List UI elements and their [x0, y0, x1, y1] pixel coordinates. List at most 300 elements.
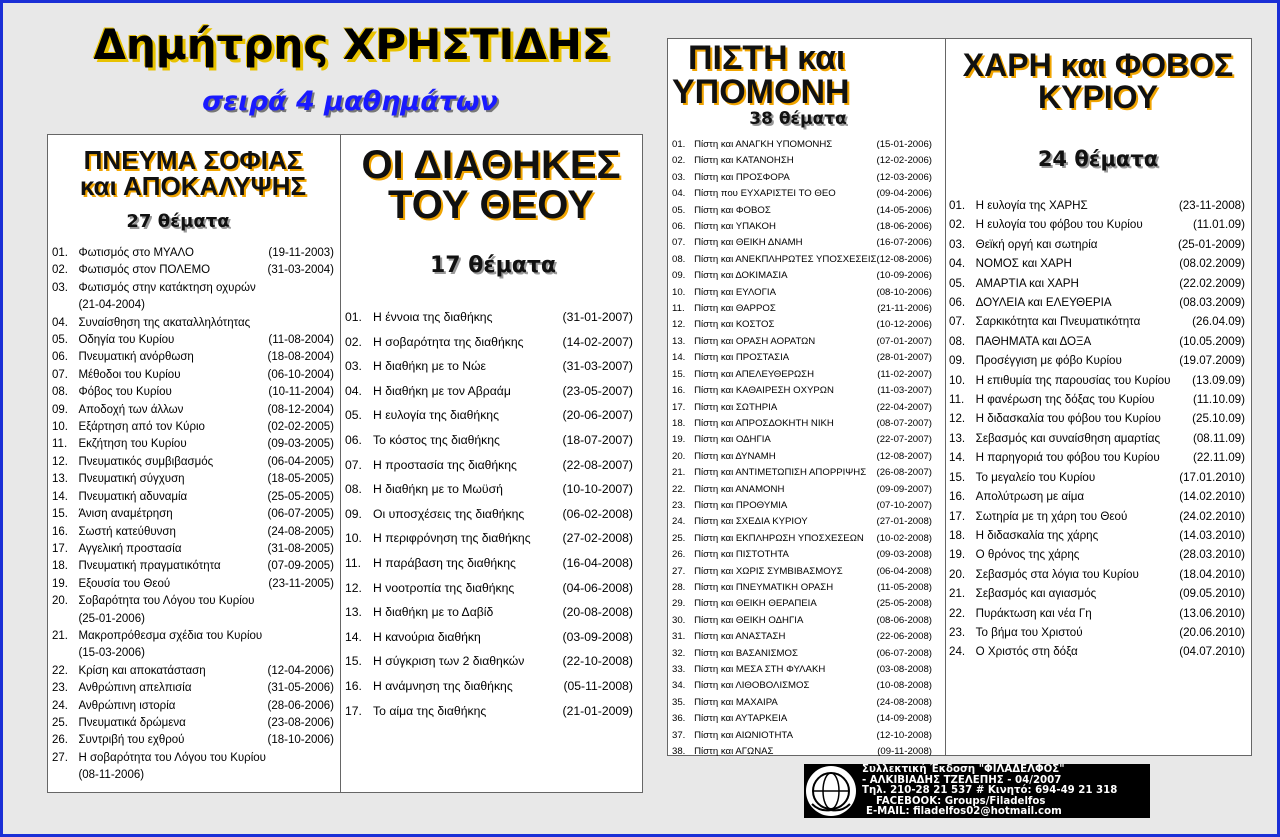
item-title: Πίστη και ΘΕΙΚΗ ΘΕΡΑΠΕΙΑ	[694, 598, 817, 610]
item-date: (16-07-2006)	[876, 237, 932, 249]
item-date: (23-11-2005)	[268, 577, 334, 590]
item-date: (06-04-2005)	[267, 455, 334, 468]
item-date: (10-02-2008)	[876, 532, 932, 544]
item-date: (09-11-2008)	[877, 746, 932, 758]
item-date: (24-08-2005)	[267, 525, 334, 538]
item-date: (18.04.2010)	[1179, 567, 1245, 581]
item-title: Ο Χριστός στη δόξα	[975, 645, 1078, 659]
item-title: Πίστη και ΒΑΣΑΝΙΣΜΟΣ	[694, 647, 798, 659]
item-number: 31.	[672, 631, 686, 643]
list-item	[52, 663, 334, 680]
item-date: (22.11.09)	[1193, 451, 1245, 465]
item-date: (24-08-2008)	[876, 696, 932, 708]
item-title: Πίστη και ΘΕΙΚΗ ΔΝΑΜΗ	[694, 237, 803, 249]
item-title: Η σοβαρότητα της διαθήκης	[373, 334, 524, 349]
list-item	[345, 600, 633, 625]
list-item	[52, 576, 334, 593]
item-date: (03-09-2008)	[562, 629, 633, 644]
item-title: ΑΜΑΡΤΙΑ και ΧΑΡΗ	[975, 276, 1079, 290]
item-number: 11.	[345, 555, 362, 570]
item-number: 21.	[949, 587, 966, 601]
item-date: (22-04-2007)	[876, 401, 932, 413]
item-number: 26.	[52, 734, 68, 747]
list-item	[949, 274, 1245, 293]
item-title: Η διδασκαλία του φόβου του Κυρίου	[975, 412, 1161, 426]
item-title: Σωστή κατεύθυνση	[78, 525, 176, 538]
list-item	[52, 698, 334, 715]
item-title: Πίστη και ΑΥΤΑΡΚΕΙΑ	[694, 713, 788, 725]
footer-line3: Τηλ. 210-28 21 537 # Κινητό: 694-49 21 318	[862, 785, 1118, 797]
item-number: 03.	[949, 237, 966, 251]
list-item	[672, 252, 932, 268]
item-number: 07.	[672, 237, 686, 249]
list-item	[672, 432, 932, 448]
item-date: (10-09-2006)	[876, 270, 932, 282]
item-date: (08-10-2006)	[876, 286, 932, 298]
list-item	[52, 402, 334, 419]
item-date: (31-01-2007)	[562, 310, 633, 324]
series1-list	[52, 245, 334, 785]
item-date: (22-07-2007)	[876, 434, 932, 446]
list-item	[949, 526, 1245, 545]
item-number: 01.	[672, 139, 686, 150]
item-number: 24.	[949, 645, 966, 659]
item-number: 08.	[672, 253, 686, 265]
list-item	[52, 419, 334, 436]
item-number: 16.	[949, 490, 966, 504]
item-title: Πίστη και ΕΚΠΛΗΡΩΣΗ ΥΠΟΣΧΕΣΕΩΝ	[694, 532, 864, 544]
list-item	[345, 305, 633, 330]
item-number: 12.	[672, 319, 686, 331]
list-item	[672, 678, 932, 694]
globe-hands-icon	[806, 766, 856, 816]
item-title: Φωτισμός στον ΠΟΛΕΜΟ	[78, 264, 211, 277]
item-date: (18-07-2007)	[562, 432, 633, 447]
item-date: (28-06-2006)	[267, 699, 334, 712]
list-item	[949, 215, 1245, 234]
item-title: Πίστη και ΠΝΕΥΜΑΤΙΚΗ ΟΡΑΣΗ	[694, 581, 834, 593]
item-number: 05.	[52, 334, 68, 347]
item-date: (14.03.2010)	[1179, 528, 1245, 542]
item-date: (19-11-2003)	[268, 247, 334, 259]
item-title: Πίστη και ΑΝΤΙΜΕΤΩΠΙΣΗ ΑΠΟΡΡΙΨΗΣ	[694, 467, 867, 479]
list-item	[949, 429, 1245, 448]
item-date: (23-05-2007)	[562, 383, 633, 398]
item-title: Πυράκτωση και νέα Γη	[975, 606, 1092, 620]
list-item	[672, 498, 932, 514]
item-date: (06-10-2004)	[267, 368, 334, 381]
item-title: Άνιση αναμέτρηση	[78, 508, 173, 521]
item-date: (23-08-2006)	[267, 716, 334, 729]
item-number: 14.	[52, 490, 68, 503]
item-title: Η έννοια της διαθήκης	[373, 310, 493, 324]
list-item	[672, 334, 932, 350]
item-title: Η σοβαρότητα του Λόγου του Κυρίου	[78, 751, 266, 764]
list-item	[672, 367, 932, 383]
item-number: 03.	[672, 171, 686, 183]
item-date: (10-10-2007)	[562, 482, 633, 497]
column-divider	[945, 39, 946, 755]
list-item	[672, 137, 932, 153]
list-item	[345, 379, 633, 404]
item-number: 06.	[52, 351, 68, 364]
item-number: 19.	[949, 548, 966, 562]
item-title: Η διαθήκη με το Δαβίδ	[373, 605, 494, 620]
series1-title-line2: και ΑΠΟΚΑΛΥΨΗΣ	[79, 171, 307, 201]
item-number: 35.	[672, 696, 686, 708]
item-title: Πίστη και ΑΝΕΚΠΛΗΡΩΤΕΣ ΥΠΟΣΧΕΣΕΙΣ	[694, 253, 877, 265]
item-number: 14.	[949, 451, 966, 465]
item-title: Μέθοδοι του Κυρίου	[78, 368, 181, 381]
right-panel	[667, 38, 1252, 756]
item-date: (07-01-2007)	[876, 335, 932, 347]
list-item	[52, 262, 334, 279]
item-number: 23.	[52, 682, 68, 695]
series-subtitle: σειρά 4 μαθημάτων	[202, 86, 498, 117]
series2-count: 17 θέματα	[429, 253, 557, 278]
item-title: Πίστη και ΔΥΝΑΜΗ	[694, 450, 776, 462]
item-date: (12-03-2006)	[876, 171, 932, 183]
item-date: (14-02-2007)	[562, 334, 633, 349]
item-title: Πίστη και ΟΡΑΣΗ ΑΟΡΑΤΩΝ	[694, 335, 816, 347]
item-date: (28-01-2007)	[876, 352, 932, 364]
item-number: 25.	[672, 532, 686, 544]
column-divider	[340, 135, 341, 792]
item-number: 33.	[672, 664, 686, 675]
item-title: Ο θρόνος της χάρης	[975, 548, 1080, 562]
item-number: 09.	[949, 354, 966, 368]
item-title: Πίστη και ΘΑΡΡΟΣ	[694, 303, 776, 315]
item-number: 09.	[345, 506, 362, 521]
list-item-continuation: (15-03-2006)	[78, 647, 145, 660]
item-number: 10.	[672, 286, 686, 298]
item-number: 15.	[52, 508, 68, 521]
item-date: (12-02-2006)	[876, 155, 932, 167]
item-date: (10-08-2008)	[876, 680, 932, 692]
publisher-info	[804, 764, 1150, 818]
item-title: Πίστη και ΠΡΟΣΤΑΣΙΑ	[694, 352, 790, 364]
item-date: (22.02.2009)	[1179, 276, 1245, 290]
item-title: Οδηγία του Κυρίου	[78, 334, 175, 347]
item-date: (13.06.2010)	[1179, 606, 1245, 620]
item-date: (09-03-2005)	[267, 438, 334, 451]
item-number: 10.	[949, 373, 966, 387]
item-number: 12.	[345, 580, 362, 595]
item-date: (06-02-2008)	[562, 506, 633, 521]
list-item	[345, 526, 633, 551]
item-title: Η διαθήκη με το Μωϋσή	[373, 482, 503, 497]
item-title: Πίστη και ΦΟΒΟΣ	[694, 204, 771, 216]
item-date: (07-09-2005)	[267, 560, 334, 573]
item-number: 02.	[52, 264, 68, 277]
list-item	[672, 153, 932, 169]
item-number: 03.	[52, 281, 68, 294]
list-item	[672, 170, 932, 186]
item-title: Η επιθυμία της παρουσίας του Κυρίου	[975, 373, 1171, 387]
list-item	[345, 625, 633, 650]
item-number: 04.	[949, 257, 966, 271]
list-item	[949, 507, 1245, 526]
item-date: (11-03-2007)	[877, 385, 932, 397]
item-number: 06.	[949, 296, 966, 310]
list-item	[949, 545, 1245, 564]
series2-title-line2: ΤΟΥ ΘΕΟΥ	[388, 183, 594, 227]
item-date: (28.03.2010)	[1179, 548, 1245, 562]
item-date: (27-01-2008)	[876, 516, 932, 528]
item-date: (26-08-2007)	[876, 467, 932, 479]
item-title: Πίστη και ΑΠΡΟΣΔΟΚΗΤΗ ΝΙΚΗ	[694, 417, 834, 429]
item-number: 23.	[949, 625, 966, 639]
item-title: Πίστη και ΚΑΤΑΝΟΗΣΗ	[694, 155, 794, 167]
item-date: (13.09.09)	[1192, 373, 1245, 387]
item-date: (27-02-2008)	[562, 531, 633, 546]
list-item	[345, 649, 633, 674]
list-item	[949, 196, 1245, 215]
item-date: (09-04-2006)	[876, 188, 932, 200]
item-date: (15-01-2006)	[876, 139, 932, 150]
item-number: 16.	[345, 678, 362, 693]
item-number: 18.	[52, 560, 68, 573]
item-number: 17.	[672, 401, 686, 413]
item-number: 01.	[52, 247, 68, 259]
item-title: Συναίσθηση της ακαταλληλότητας	[78, 316, 251, 329]
list-item	[949, 293, 1245, 312]
item-date: (12-04-2006)	[267, 664, 334, 677]
item-number: 08.	[52, 386, 68, 399]
item-title: Πνευματική πραγματικότητα	[78, 560, 221, 573]
item-number: 36.	[672, 713, 686, 725]
item-date: (03-08-2008)	[876, 664, 932, 675]
item-date: (08.02.2009)	[1179, 257, 1245, 271]
item-date: (20-08-2008)	[562, 605, 633, 620]
item-number: 22.	[949, 606, 966, 620]
list-item	[672, 268, 932, 284]
item-date: (31-03-2007)	[562, 359, 633, 374]
item-date: (09-03-2008)	[876, 549, 932, 561]
item-title: Φόβος του Κυρίου	[78, 386, 172, 399]
item-date: (26.04.09)	[1192, 315, 1245, 329]
series3-list	[672, 137, 932, 760]
item-number: 18.	[949, 528, 966, 542]
list-item	[672, 580, 932, 596]
item-title: Η ευλογία του φόβου του Κυρίου	[975, 218, 1143, 232]
item-title: Πίστη και ΑΠΕΛΕΥΘΕΡΩΣΗ	[694, 368, 815, 380]
item-title: Πνευματική σύγχυση	[78, 473, 185, 486]
item-title: Οι υποσχέσεις της διαθήκης	[373, 506, 525, 521]
item-title: Η παράβαση της διαθήκης	[373, 555, 516, 570]
footer-line4: FACEBOOK: Groups/Filadelfos	[876, 795, 1046, 807]
list-item	[345, 354, 633, 379]
item-number: 17.	[949, 509, 966, 523]
item-number: 07.	[52, 368, 68, 381]
item-title: Αγγελική προστασία	[78, 542, 182, 555]
list-item	[672, 613, 932, 629]
list-item	[52, 332, 334, 349]
item-date: (31-08-2005)	[267, 542, 334, 555]
list-item	[672, 186, 932, 202]
item-number: 02.	[672, 155, 686, 167]
item-number: 03.	[345, 359, 362, 374]
author-title: Δημήτρης ΧΡΗΣΤΙΔΗΣ	[93, 20, 611, 69]
item-number: 24.	[52, 699, 68, 712]
list-item	[672, 564, 932, 580]
item-title: Η νοοτροπία της διαθήκης	[373, 580, 515, 595]
item-date: (22-10-2008)	[562, 654, 633, 669]
item-date: (22-06-2008)	[876, 631, 932, 643]
item-number: 08.	[345, 482, 362, 497]
list-item	[345, 330, 633, 355]
item-number: 04.	[345, 383, 362, 398]
item-number: 09.	[52, 403, 68, 416]
item-title: Πίστη και ΣΧΕΔΙΑ ΚΥΡΙΟΥ	[694, 516, 808, 528]
item-number: 07.	[345, 457, 362, 472]
item-date: (11.01.09)	[1193, 218, 1245, 232]
item-number: 14.	[672, 352, 686, 364]
item-number: 11.	[52, 438, 68, 451]
item-number: 19.	[672, 434, 686, 446]
item-title: Πίστη και ΟΔΗΓΙΑ	[694, 434, 771, 446]
item-date: (19.07.2009)	[1179, 354, 1245, 368]
item-date: (31-03-2004)	[267, 264, 334, 277]
item-number: 20.	[52, 595, 68, 608]
item-date: (14-09-2008)	[876, 713, 932, 725]
item-title: Σωτηρία με τη χάρη του Θεού	[975, 509, 1128, 523]
item-number: 13.	[345, 605, 362, 620]
list-item	[672, 596, 932, 612]
item-date: (18-06-2006)	[876, 221, 932, 233]
series1-count: 27 θέματα	[126, 211, 230, 232]
list-item	[949, 448, 1245, 467]
item-date: (12-08-2007)	[876, 450, 932, 462]
item-date: (04-06-2008)	[562, 580, 633, 595]
list-item	[345, 428, 633, 453]
item-title: Πίστη και ΔΟΚΙΜΑΣΙΑ	[694, 270, 788, 282]
item-number: 22.	[52, 664, 68, 677]
list-item	[672, 744, 932, 760]
item-number: 11.	[672, 303, 685, 315]
item-title: Απολύτρωση με αίμα	[975, 490, 1085, 504]
item-number: 18.	[672, 417, 686, 429]
item-number: 24.	[672, 516, 686, 528]
item-title: Πίστη και ΜΑΧΑΙΡΑ	[694, 696, 778, 708]
list-item	[672, 383, 932, 399]
series3-title-line2: ΥΠΟΜΟΝΗ	[672, 73, 850, 111]
item-date: (09-09-2007)	[876, 483, 932, 495]
item-title: Σοβαρότητα του Λόγου του Κυρίου	[78, 595, 255, 608]
item-title: Πνευματικός συμβιβασμός	[78, 455, 214, 468]
item-date: (18-10-2006)	[267, 734, 334, 747]
item-number: 02.	[949, 218, 966, 232]
item-number: 21.	[52, 629, 68, 642]
series1-title	[58, 147, 328, 199]
list-item	[949, 235, 1245, 254]
item-number: 10.	[345, 531, 362, 546]
item-date: (11.10.09)	[1193, 393, 1245, 407]
item-number: 27.	[672, 565, 686, 577]
item-number: 12.	[52, 455, 68, 468]
item-date: (06-04-2008)	[876, 565, 932, 577]
item-number: 27.	[52, 751, 68, 764]
list-item	[672, 416, 932, 432]
item-title: Πίστη και ΚΑΘΑΙΡΕΣΗ ΟΧΥΡΩΝ	[694, 385, 834, 397]
list-item	[949, 565, 1245, 584]
list-item	[52, 280, 334, 297]
item-date: (20-06-2007)	[562, 408, 633, 423]
item-number: 17.	[345, 703, 362, 718]
item-title: Η ευλογία της ΧΑΡΗΣ	[975, 199, 1088, 212]
item-title: Πνευματικά δρώμενα	[78, 716, 186, 729]
item-number: 15.	[672, 368, 686, 380]
list-item	[672, 317, 932, 333]
item-number: 04.	[52, 316, 68, 329]
item-number: 15.	[345, 654, 362, 669]
item-number: 04.	[672, 188, 686, 200]
item-number: 23.	[672, 499, 686, 511]
item-title: Πίστη και ΑΝΑΣΤΑΣΗ	[694, 631, 786, 643]
item-number: 26.	[672, 549, 686, 561]
item-title: Η διδασκαλία της χάρης	[975, 528, 1099, 542]
list-item	[52, 454, 334, 471]
item-title: Πνευματική ανόρθωση	[78, 351, 194, 364]
item-number: 22.	[672, 483, 686, 495]
item-date: (18-08-2004)	[267, 351, 334, 364]
list-item	[52, 558, 334, 575]
item-title: Το βήμα του Χριστού	[975, 625, 1083, 639]
list-item	[52, 489, 334, 506]
list-item	[52, 732, 334, 749]
item-title: ΠΑΘΗΜΑΤΑ και ΔΟΞΑ	[975, 334, 1092, 348]
list-item	[52, 436, 334, 453]
item-title: Εξουσία του Θεού	[78, 577, 171, 590]
item-title: Πίστη και ΑΓΩΝΑΣ	[694, 746, 774, 758]
item-title: Η παρηγοριά του φόβου του Κυρίου	[975, 451, 1160, 465]
list-item	[52, 471, 334, 488]
series3-title	[668, 41, 912, 109]
series4-count: 24 θέματα	[1037, 147, 1159, 171]
item-number: 05.	[345, 408, 362, 423]
item-number: 17.	[52, 542, 68, 555]
item-date: (17.01.2010)	[1179, 470, 1245, 484]
item-number: 20.	[949, 567, 966, 581]
item-title: Σεβασμός και συναίσθηση αμαρτίας	[975, 431, 1161, 445]
item-title: Πίστη και ΛΙΘΟΒΟΛΙΣΜΟΣ	[694, 680, 810, 692]
list-item	[52, 506, 334, 523]
item-number: 05.	[949, 276, 966, 290]
item-title: Σεβασμός στα λόγια του Κυρίου	[975, 567, 1139, 581]
left-panel	[47, 134, 643, 793]
item-title: ΝΟΜΟΣ και ΧΑΡΗ	[975, 257, 1072, 271]
item-title: Εκζήτηση του Κυρίου	[78, 438, 187, 451]
series2-title	[344, 145, 638, 225]
list-item	[52, 628, 334, 645]
item-title: Θεϊκή οργή και σωτηρία	[975, 237, 1098, 251]
list-item	[52, 349, 334, 366]
item-title: Προσέγγιση με φόβο Κυρίου	[975, 354, 1122, 368]
series4-title	[948, 49, 1248, 113]
item-date: (25-05-2005)	[267, 490, 334, 503]
series4-title-line2: ΚΥΡΙΟΥ	[1037, 79, 1159, 115]
list-item	[52, 593, 334, 610]
list-item	[52, 541, 334, 558]
item-title: Η προστασία της διαθήκης	[373, 457, 517, 472]
item-title: Αποδοχή των άλλων	[78, 403, 184, 416]
item-date: (07-10-2007)	[876, 499, 932, 511]
item-title: Η διαθήκη με το Νώε	[373, 359, 486, 374]
item-number: 13.	[52, 473, 68, 486]
item-title: Η ανάμνηση της διαθήκης	[373, 678, 513, 693]
list-item	[949, 584, 1245, 603]
item-date: (24.02.2010)	[1179, 509, 1245, 523]
